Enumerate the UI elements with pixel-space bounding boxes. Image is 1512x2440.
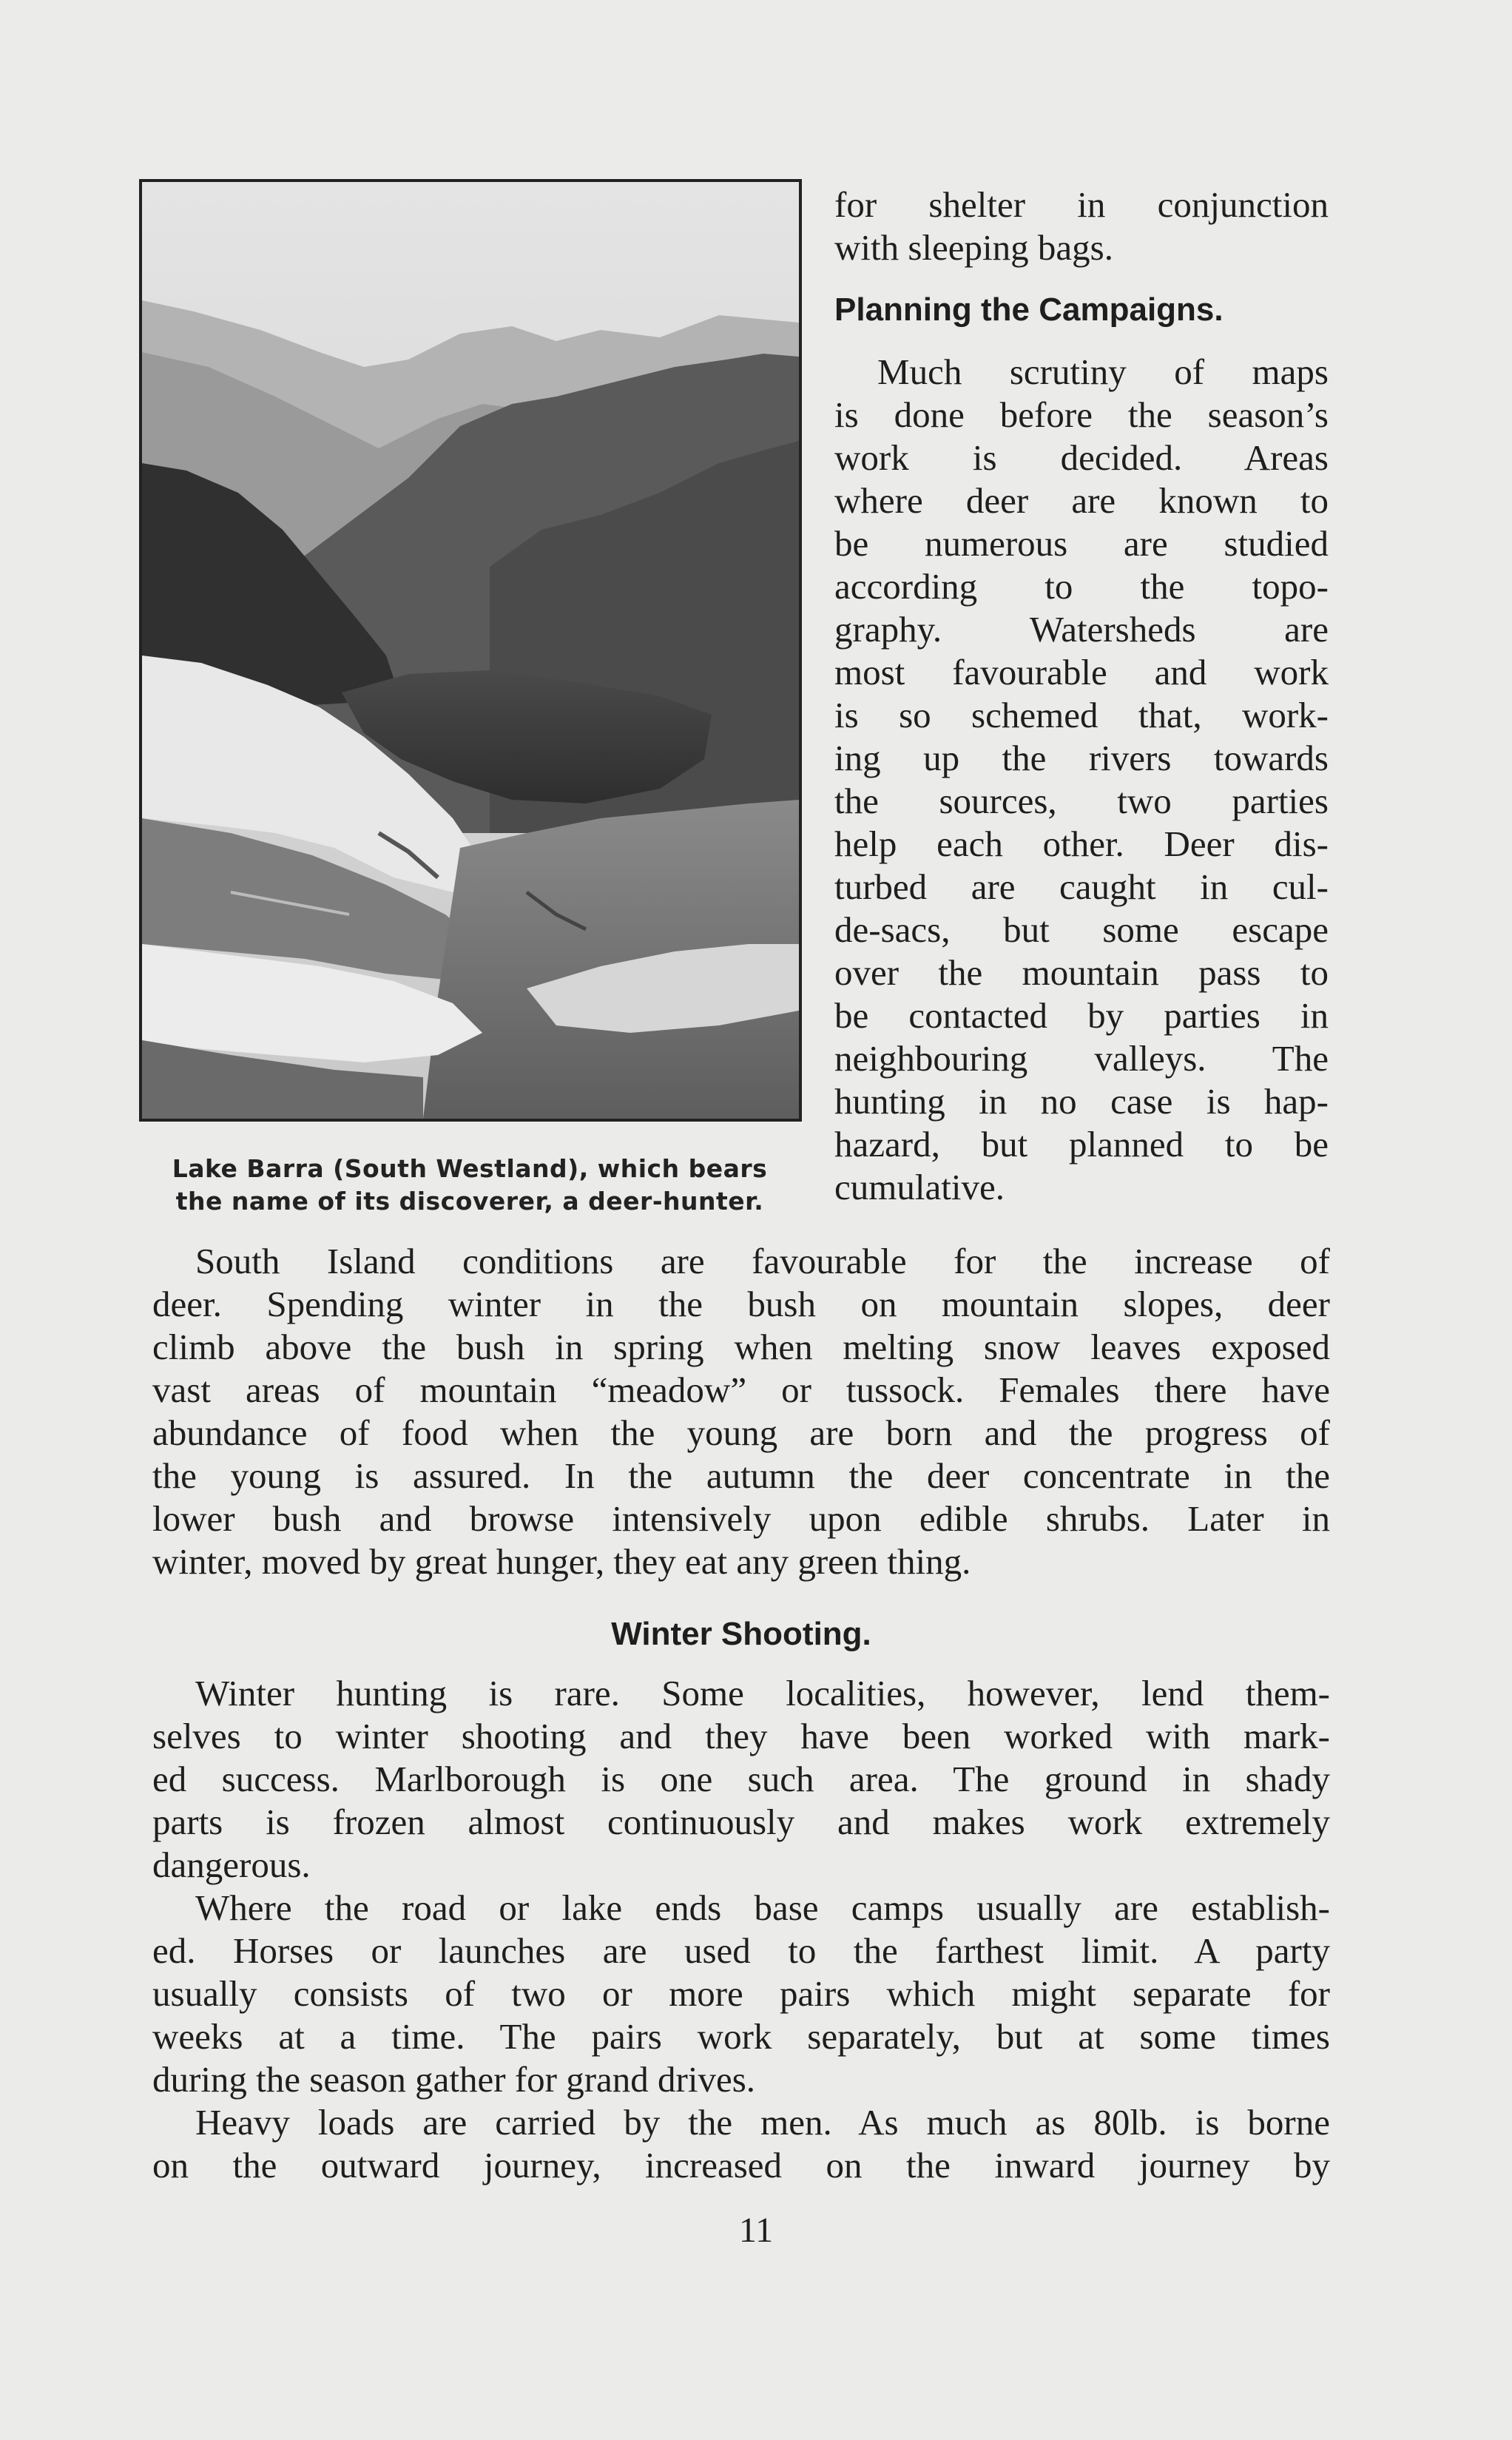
- text-line: usually consists of two or more pairs which might separate for: [152, 1973, 1330, 2014]
- text-line: according to the topo-: [834, 566, 1329, 607]
- text-line: ing up the rivers towards: [834, 738, 1329, 778]
- text-line: Much scrutiny of maps: [877, 351, 1329, 392]
- text-line: help each other. Deer dis-: [834, 823, 1329, 864]
- text-line: deer. Spending winter in the bush on mountain slopes, deer: [152, 1284, 1330, 1324]
- winter-section-body: [152, 1672, 1330, 2187]
- text-line: parts is frozen almost continuously and makes work extremely: [152, 1802, 1330, 1842]
- text-line: graphy. Watersheds are: [834, 609, 1329, 650]
- text-line: the sources, two parties: [834, 781, 1329, 821]
- lake-barra-photo: [139, 179, 802, 1122]
- section-heading-planning: Planning the Campaigns.: [834, 291, 1224, 328]
- text-line: for shelter in conjunction: [834, 184, 1329, 225]
- text-line: on the outward journey, increased on the inward journey by: [152, 2145, 1330, 2185]
- section-heading-winter: Winter Shooting.: [611, 1616, 871, 1652]
- text-line: neighbouring valleys. The: [834, 1038, 1329, 1079]
- photo-caption: [111, 1153, 828, 1218]
- paragraph-south-island: [152, 1240, 1330, 1583]
- caption-line: Lake Barra (South Westland), which bears: [172, 1154, 768, 1183]
- text-line: weeks at a time. The pairs work separately, but at some times: [152, 2016, 1330, 2057]
- page-number: 11: [738, 2211, 774, 2250]
- text-line: most favourable and work: [834, 652, 1329, 692]
- text-line: South Island conditions are favourable for the increase of: [195, 1241, 1330, 1281]
- text-line: is done before the season’s: [834, 394, 1329, 435]
- text-line: abundance of food when the young are born and the progress of: [152, 1412, 1330, 1453]
- text-line: turbed are caught in cul-: [834, 866, 1329, 907]
- text-line: during the season gather for grand drives.: [152, 2059, 756, 2100]
- text-line: over the mountain pass to: [834, 952, 1329, 993]
- text-line: Heavy loads are carried by the men. As much as 80lb. is borne: [195, 2102, 1330, 2143]
- text-line: where deer are known to: [834, 480, 1329, 521]
- text-line: de-sacs, but some escape: [834, 909, 1329, 950]
- text-line: Where the road or lake ends base camps usually are establish-: [195, 1887, 1330, 1928]
- text-line: vast areas of mountain “meadow” or tussock. Females there have: [152, 1369, 1330, 1410]
- mountain-lake-image: [142, 182, 799, 1119]
- text-line: be numerous are studied: [834, 523, 1329, 564]
- text-line: work is decided. Areas: [834, 437, 1329, 478]
- text-line: hunting in no case is hap-: [834, 1081, 1329, 1122]
- text-line: winter, moved by great hunger, they eat any green thing.: [152, 1541, 971, 1582]
- text-line: cumulative.: [834, 1167, 1005, 1207]
- text-line: with sleeping bags.: [834, 227, 1113, 268]
- text-line: be contacted by parties in: [834, 995, 1329, 1036]
- text-line: climb above the bush in spring when melting snow leaves exposed: [152, 1327, 1330, 1367]
- text-line: the young is assured. In the autumn the deer concentrate in the: [152, 1455, 1330, 1496]
- text-line: dangerous.: [152, 1844, 311, 1885]
- text-line: is so schemed that, work-: [834, 695, 1329, 735]
- caption-line: the name of its discoverer, a deer-hunter.: [175, 1187, 764, 1216]
- text-line: selves to winter shooting and they have been worked with mark-: [152, 1716, 1330, 1756]
- text-line: lower bush and browse intensively upon edible shrubs. Later in: [152, 1498, 1330, 1539]
- text-line: hazard, but planned to be: [834, 1124, 1329, 1165]
- text-line: Winter hunting is rare. Some localities, however, lend them-: [195, 1673, 1330, 1713]
- right-column: [834, 183, 1329, 1209]
- text-line: ed success. Marlborough is one such area. The ground in shady: [152, 1759, 1330, 1799]
- text-line: ed. Horses or launches are used to the farthest limit. A party: [152, 1930, 1330, 1971]
